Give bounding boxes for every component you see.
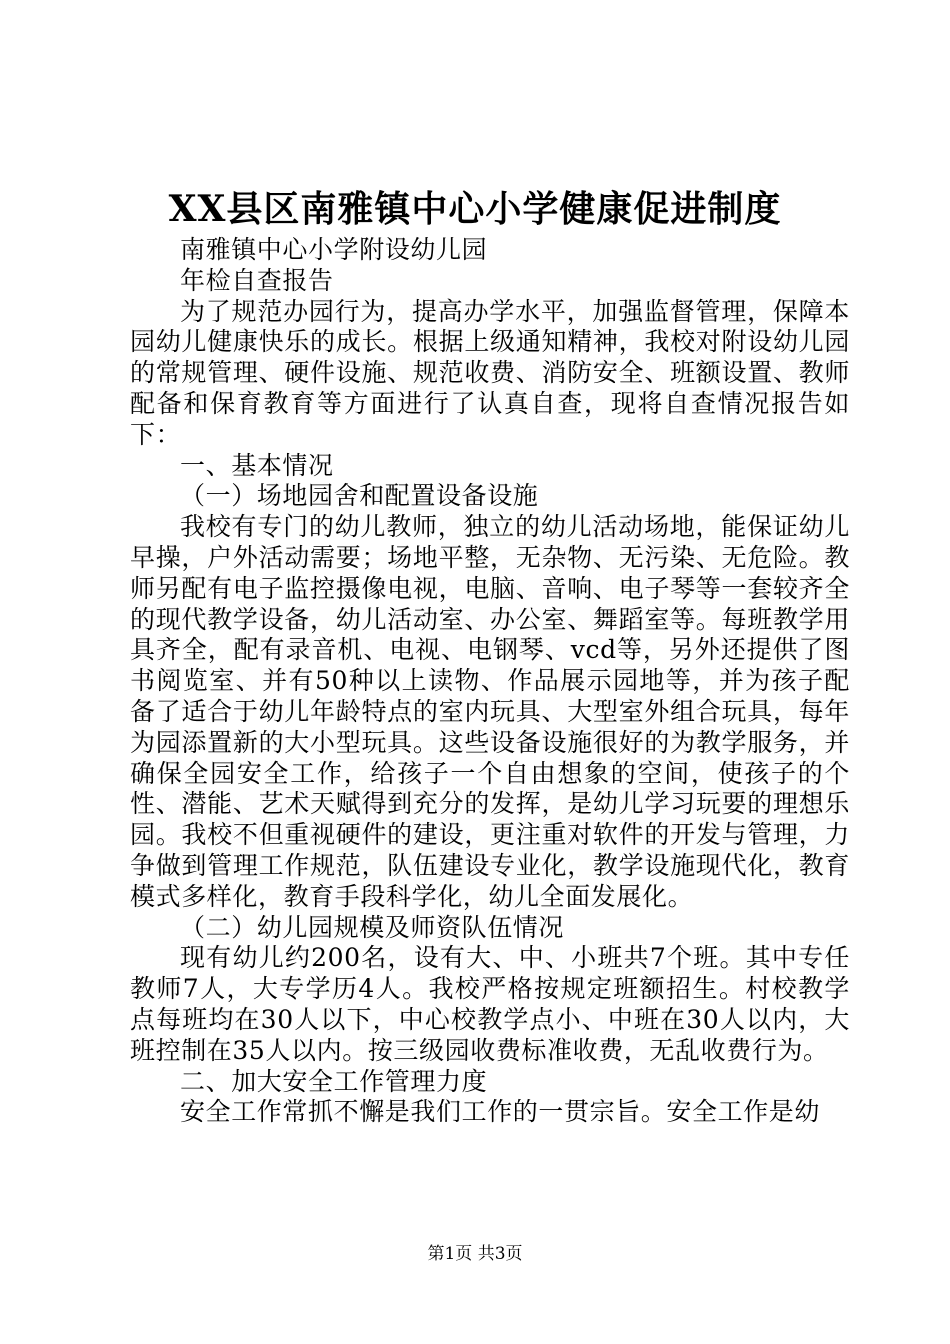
subsection-heading-facilities: （一）场地园舍和配置设备设施: [180, 481, 539, 511]
paragraph-safety: 安全工作常抓不懈是我们工作的一贯宗旨。安全工作是幼: [180, 1097, 821, 1127]
paragraph-intro: 为了规范办园行为，提高办学水平，加强监督管理，保障本园幼儿健康快乐的成长。根据上级通知精神，我校对附设幼儿园的常规管理、硬件设施、规范收费、消防安全、班额设置、教师配备和保育教育等方面进行了认真自查，现将自查情况报告如下：: [130, 296, 850, 449]
subsection-heading-scale-staff: （二）幼儿园规模及师资队伍情况: [180, 912, 565, 942]
paragraph-facilities: 我校有专门的幼儿教师，独立的幼儿活动场地，能保证幼儿早操，户外活动需要；场地平整，无杂物、无污染、无危险。教师另配有电子监控摄像电视，电脑、音响、电子琴等一套较齐全的现代教学设备，幼儿活动室、办公室、舞蹈室等。每班教学用具齐全，配有录音机、电视、电钢琴、vcd等，另外还提供了图书阅览室、并有50种以上读物、作品展示园地等，并为孩子配备了适合于幼儿年龄特点的室内玩具、大型室外组合玩具，每年为园添置新的大小型玩具。这些设备设施很好的为教学服务，并确保全园安全工作，给孩子一个自由想象的空间，使孩子的个性、潜能、艺术天赋得到充分的发挥，是幼儿学习玩要的理想乐园。我校不但重视硬件的建设，更注重对软件的开发与管理，力争做到管理工作规范，队伍建设专业化，教学设施现代化，教育模式多样化，教育手段科学化，幼儿全面发展化。: [130, 512, 850, 911]
section-heading-safety: 二、加大安全工作管理力度: [180, 1066, 488, 1096]
section-heading-basic-situation: 一、基本情况: [180, 450, 334, 480]
document-body: [130, 235, 850, 1128]
paragraph-scale-staff: 现有幼儿约200名，设有大、中、小班共7个班。其中专任教师7人，大专学历4人。我校严格按规定班额招生。村校教学点每班均在30人以下，中心校教学点小、中班在30人以内，大班控制在35人以内。按三级园收费标准收费，无乱收费行为。: [130, 943, 850, 1065]
paragraph-report-title: 年检自查报告: [180, 265, 334, 295]
paragraph-school-name: 南雅镇中心小学附设幼儿园: [180, 235, 488, 264]
page-footer: 第1页 共3页: [427, 1244, 523, 1264]
document-title: XX县区南雅镇中心小学健康促进制度: [168, 188, 782, 230]
